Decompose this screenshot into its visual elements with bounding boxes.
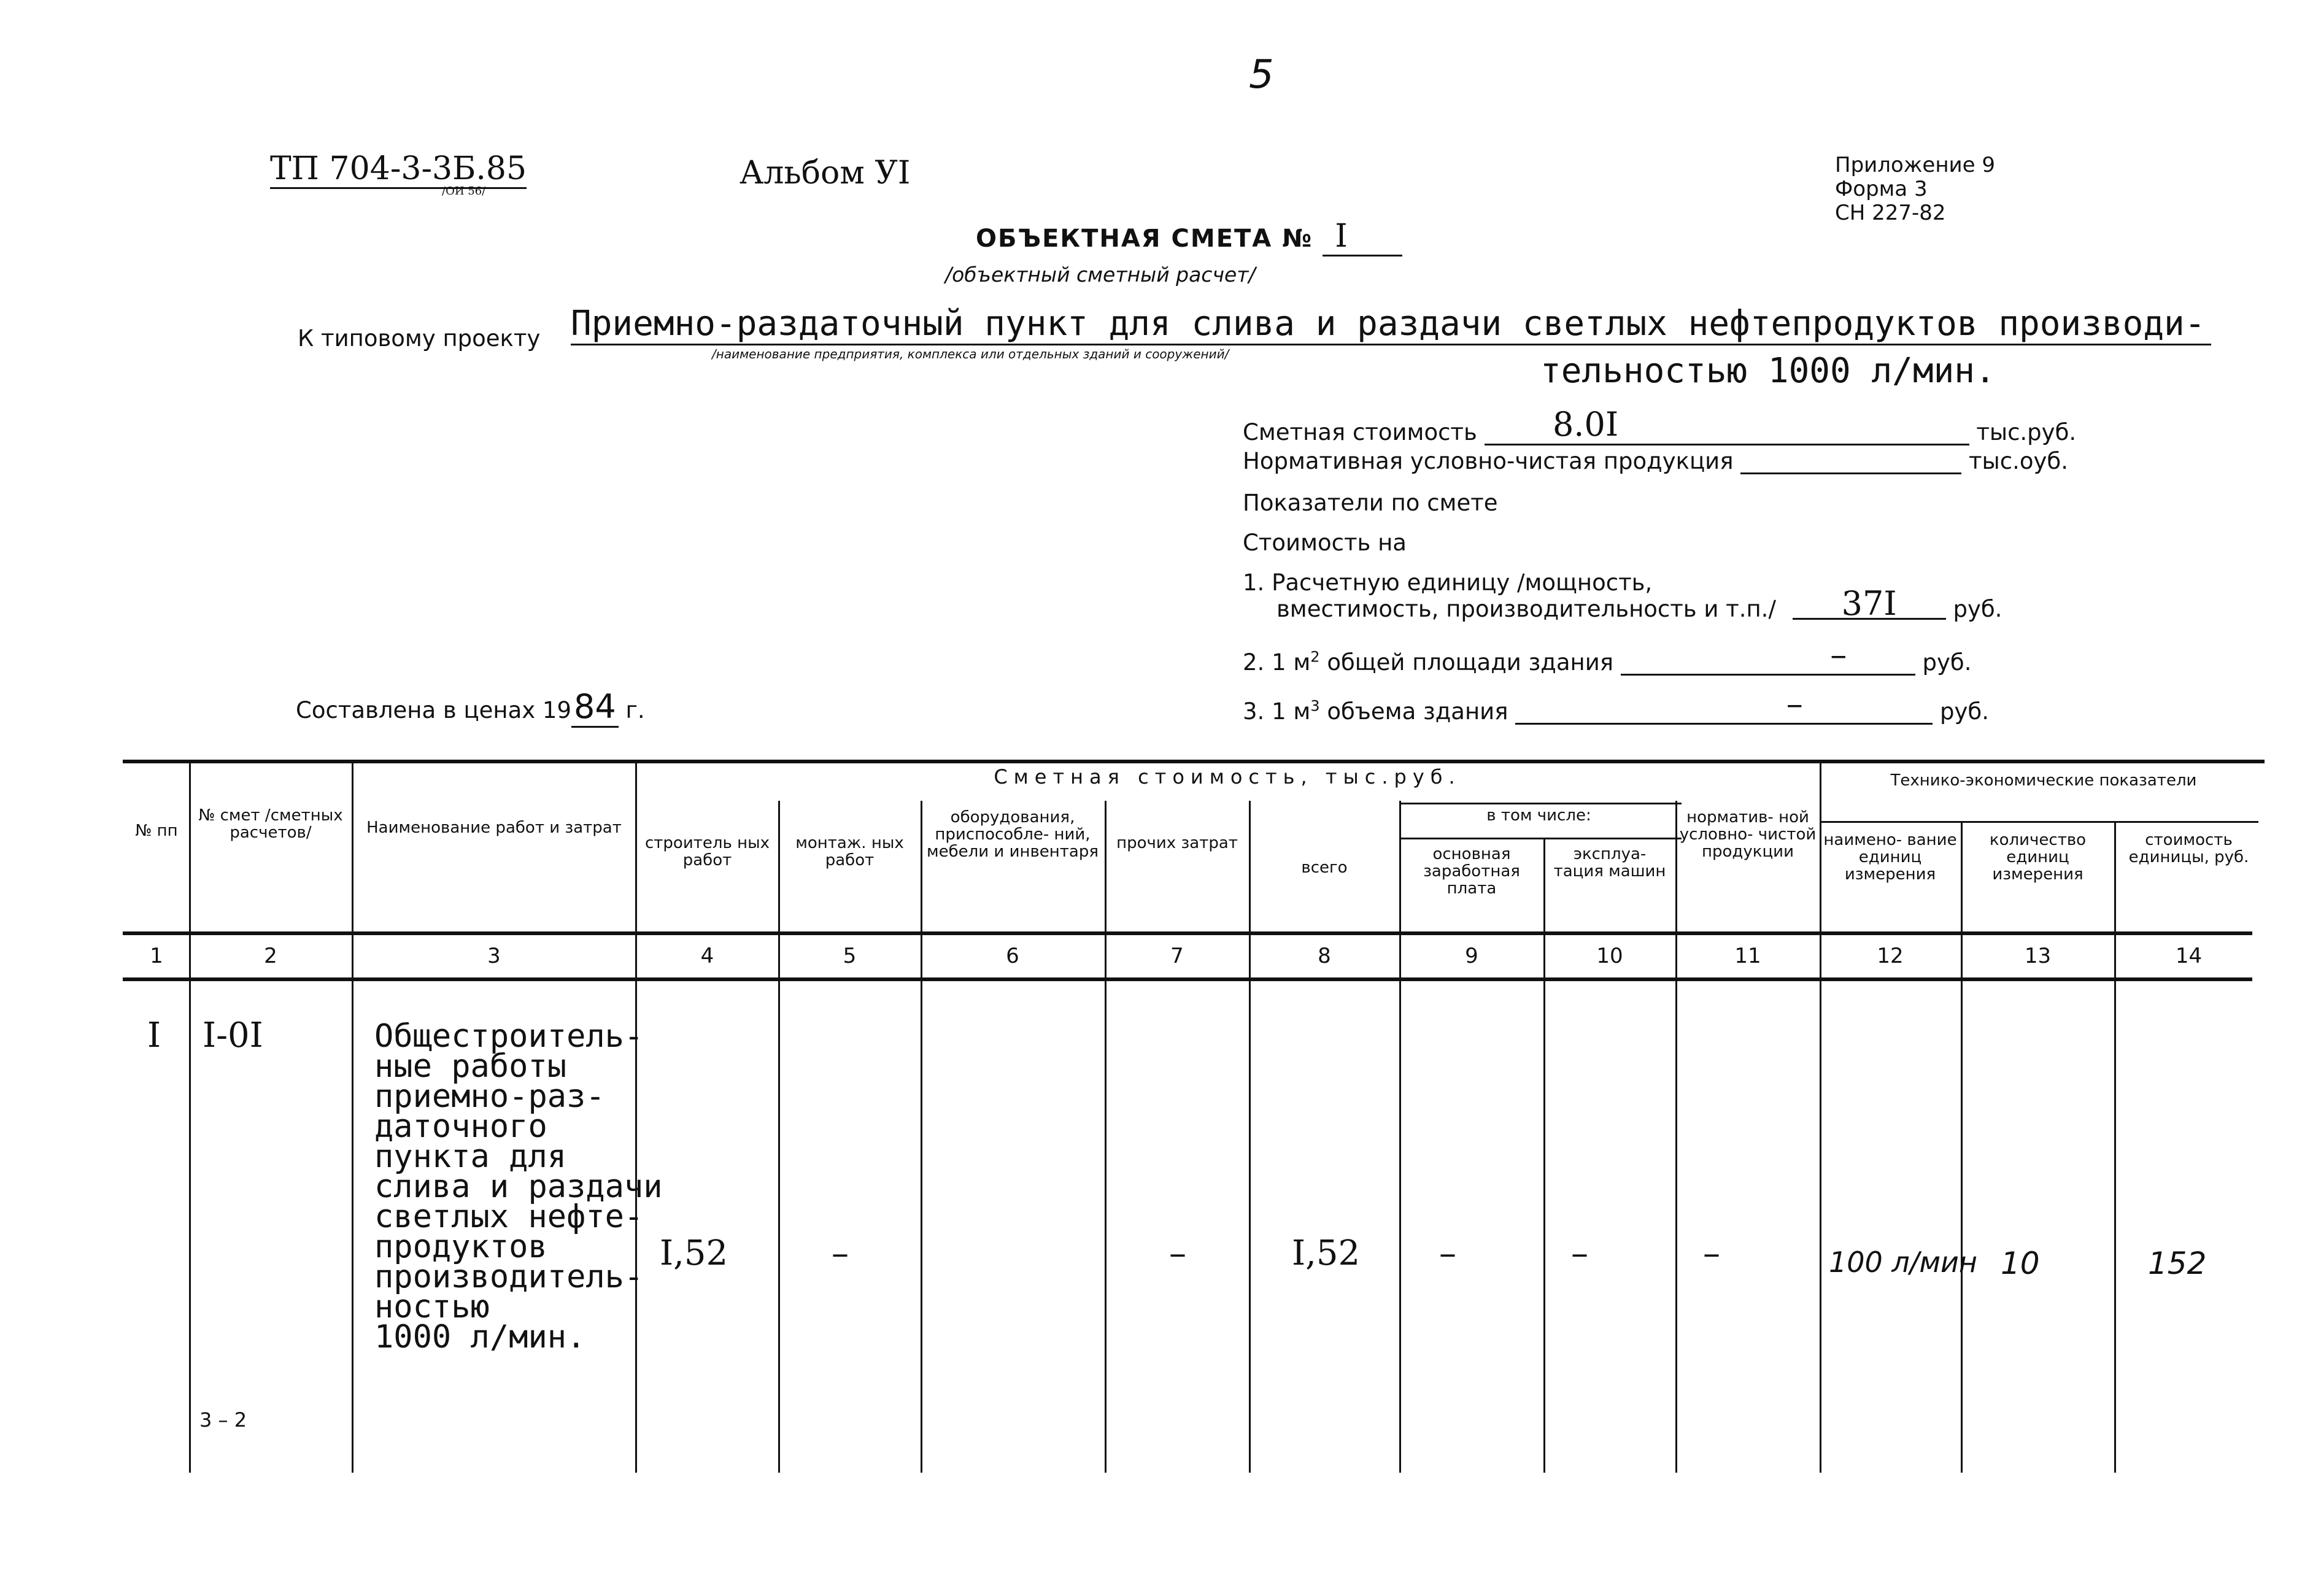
item1-value: 37I: [1841, 584, 1897, 623]
row-work-name: Общестроитель- ные работы приемно-раз- даточного пункта для слива и раздачи светлых нефте- продуктов производитель- ностью 1000 л/мин.: [374, 1018, 663, 1355]
col-header-8: всего: [1301, 858, 1348, 877]
row-estimate-number: I-0I: [203, 1016, 263, 1055]
col-number: 9: [1465, 944, 1478, 968]
row-unit-qty: 10: [2001, 1246, 2040, 1281]
estimate-subtitle: /объектный сметный расчет/: [945, 263, 1256, 287]
appendix-line: СН 227-82: [1835, 201, 1946, 225]
col-number: 7: [1170, 944, 1184, 968]
price-year-suffix: г.: [618, 697, 645, 723]
col-divider: [189, 761, 191, 1473]
item3-row: [1243, 684, 1989, 725]
appendix-line: Приложение 9: [1835, 153, 1996, 177]
price-year-line: [296, 687, 645, 728]
item2-sup: 2: [1310, 648, 1320, 666]
row-machines: –: [1571, 1233, 1588, 1273]
cost-per-label: Стоимость на: [1243, 530, 1407, 556]
item3-sup: 3: [1310, 697, 1320, 715]
document-code-sub: /ОИ 56/: [442, 185, 486, 198]
item3-rest: объема здания: [1319, 698, 1508, 725]
footnote-reference: 3 – 2: [199, 1408, 247, 1432]
row-unit-name: 100 л/мин: [1829, 1246, 1977, 1279]
row-construction-cost: I,52: [660, 1233, 728, 1273]
item3-field: [1515, 684, 1933, 725]
incl-subheader-line: [1399, 838, 1682, 839]
appendix-block: [1835, 153, 1995, 225]
item1-line2: вместимость, производительность и т.п./: [1276, 596, 1776, 622]
col-number: 5: [843, 944, 857, 968]
row-other-cost: –: [1169, 1233, 1186, 1273]
estimate-title: [976, 218, 1402, 256]
item2-field: [1621, 635, 1915, 676]
col-header-6: оборудования, приспособле- ний, мебели и инвентаря: [926, 808, 1099, 861]
page-number: 5: [1249, 52, 1274, 98]
col-number: 10: [1596, 944, 1623, 968]
col-number: 14: [2175, 944, 2203, 968]
col-header-14: стоимость единицы, руб.: [2128, 831, 2249, 866]
col-header-2: № смет /сметных расчетов/: [198, 806, 343, 842]
row-wages: –: [1439, 1233, 1456, 1273]
col-divider: [1820, 761, 1821, 1473]
item1-field: [1793, 584, 1946, 623]
col-divider: [1961, 822, 1963, 1473]
price-year-value: 84: [571, 687, 619, 728]
item3-label: 3. 1 м: [1243, 698, 1311, 725]
col-number: 11: [1734, 944, 1761, 968]
col-divider: [1543, 839, 1545, 1473]
table-colnum-bottom-border: [123, 977, 2252, 981]
col-number: 6: [1006, 944, 1019, 968]
col-header-7: прочих затрат: [1116, 834, 1238, 852]
normative-field: [1740, 450, 1961, 474]
estimated-cost-label: Сметная стоимость: [1243, 419, 1477, 445]
col-header-3: Наименование работ и затрат: [366, 819, 622, 837]
col-number: 2: [264, 944, 277, 968]
col-number: 13: [2024, 944, 2052, 968]
price-year-prefix: Составлена в ценах 19: [296, 697, 572, 723]
col-divider: [1399, 801, 1401, 1473]
col-divider: [921, 801, 922, 1473]
estimated-cost-row: [1243, 405, 2076, 445]
estimated-cost-value: 8.0I: [1552, 405, 1619, 444]
item2-rest: общей площади здания: [1319, 649, 1614, 676]
incl-group-header: в том числе:: [1486, 806, 1591, 825]
estimate-title-label: ОБЪЕКТНАЯ СМЕТА №: [976, 225, 1313, 253]
item2-value: –: [1830, 635, 1847, 674]
cost-group-header: Сметная стоимость, тыс.руб.: [994, 765, 1461, 788]
row-number: I: [147, 1016, 161, 1055]
col-header-1: № пп: [135, 822, 178, 840]
table-header-bottom-border: [123, 931, 2252, 935]
row-installation-cost: –: [832, 1233, 849, 1273]
project-label: К типовому проекту: [298, 325, 541, 352]
estimated-cost-field: [1485, 405, 1969, 445]
estimate-number: I: [1323, 218, 1402, 256]
project-name-line2: тельностью 1000 л/мин.: [1540, 351, 1996, 391]
project-name-line1: [571, 304, 2211, 344]
col-divider: [1249, 801, 1251, 1473]
item2-label: 2. 1 м: [1243, 649, 1311, 676]
item1-row: [1243, 569, 2002, 623]
col-number: 3: [487, 944, 501, 968]
row-total-cost: I,52: [1292, 1233, 1361, 1273]
col-number: 4: [700, 944, 714, 968]
estimated-cost-unit: тыс.руб.: [1976, 419, 2077, 445]
item1-line1: 1. Расчетную единицу /мощность,: [1243, 569, 1653, 596]
col-divider: [1675, 801, 1677, 1473]
item2-row: [1243, 635, 1972, 676]
table-top-border: [123, 760, 2265, 763]
row-unit-cost: 152: [2148, 1246, 2207, 1281]
col-number: 12: [1877, 944, 1904, 968]
indicators-label: Показатели по смете: [1243, 490, 1498, 516]
project-name-text: Приемно-раздаточный пункт для слива и раздачи светлых нефтепродуктов производи-: [571, 304, 2211, 345]
col-divider: [352, 761, 353, 1473]
col-number: 1: [150, 944, 163, 968]
col-divider: [1105, 801, 1106, 1473]
row-normative: –: [1703, 1233, 1720, 1273]
item2-unit: руб.: [1922, 649, 1972, 676]
item3-unit: руб.: [1940, 698, 1989, 725]
normative-label: Нормативная условно-чистая продукция: [1243, 448, 1734, 474]
album-label: Альбом УI: [740, 155, 911, 191]
col-header-10: эксплуа- тация машин: [1553, 845, 1666, 881]
normative-unit: тыс.оуб.: [1969, 448, 2068, 474]
document-code-text: ТП 704-3-3Б.85: [270, 150, 527, 189]
col-header-4: строитель ных работ: [644, 834, 770, 869]
col-number: 8: [1318, 944, 1331, 968]
col-header-12: наимено- вание единиц измерения: [1823, 831, 1957, 884]
col-header-13: количество единиц измерения: [1989, 831, 2087, 884]
item1-line2-wrap: [1276, 584, 2002, 623]
col-header-5: монтаж. ных работ: [795, 834, 904, 869]
col-header-9: основная заработная плата: [1423, 845, 1520, 898]
col-header-11: норматив- ной условно- чистой продукции: [1679, 808, 1817, 861]
normative-row: [1243, 448, 2068, 474]
document-code: [270, 150, 527, 198]
col-divider: [778, 801, 780, 1473]
incl-group-line: [1399, 803, 1682, 804]
tech-group-line: [1820, 821, 2258, 823]
item3-value: –: [1786, 684, 1803, 723]
col-divider: [2114, 822, 2116, 1473]
appendix-line: Форма 3: [1835, 177, 1928, 201]
project-hint: /наименование предприятия, комплекса или отдельных зданий и сооружений/: [712, 347, 1229, 361]
item1-unit: руб.: [1953, 596, 2002, 622]
tech-group-header: Технико-экономические показатели: [1890, 771, 2197, 790]
